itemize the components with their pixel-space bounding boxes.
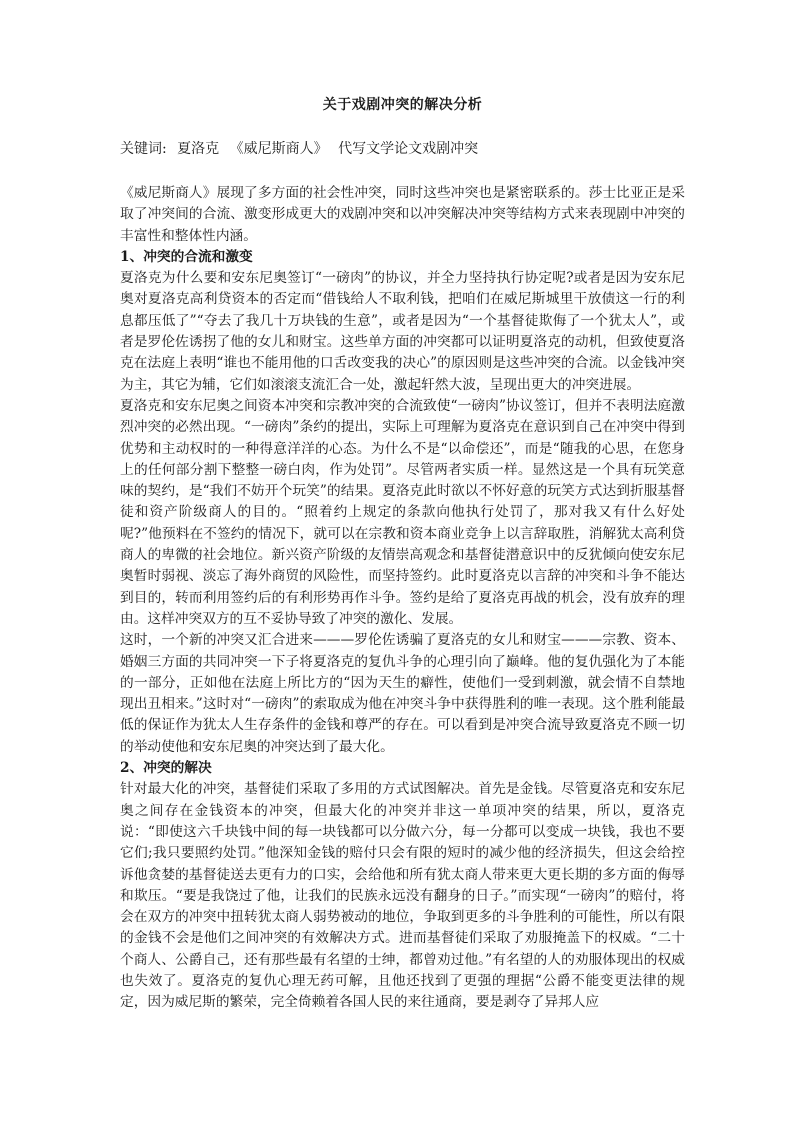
body-paragraph: 夏洛克和安东尼奥之间资本冲突和宗教冲突的合流致使“一磅肉”协议签订，但并不表明法庭激烈冲突的必然出现。“一磅肉”条约的提出，实际上可理解为夏洛克在意识到自己在冲突中得到优势和主动权时的一种得意洋洋的心态。为什么不是“以命偿还”，而是“随我的心思，在您身上的任何部分割下整整一磅白肉，作为处罚”。尽管两者实质一样。显然这是一个具有玩笑意味的契约，是“我们不妨开个玩笑”的结果。夏洛克此时欲以不怀好意的玩笑方式达到折服基督徒和资产阶级商人的目的。“照着约上规定的条款向他执行处罚了，那对我又有什么好处呢?”他预料在不签约的情况下，就可以在宗教和资本商业竞争上以言辞取胜，消解犹太高利贷商人的卑微的社会地位。新兴资产阶级的友情崇高观念和基督徒潜意识中的反犹倾向使安东尼奥暂时弱视、淡忘了海外商贸的风险性，而坚持签约。此时夏洛克以言辞的冲突和斗争不能达到目的，转而利用签约后的有利形势再作斗争。签约是给了夏洛克再战的机会，没有放弃的理由。这样冲突双方的互不妥协导致了冲突的激化、发展。 xyxy=(120,397,685,627)
keyword-item: 代写文学论文戏剧冲突 xyxy=(338,141,479,157)
body-paragraph: 夏洛克为什么要和安东尼奥签订“一磅肉”的协议，并全力坚持执行协定呢?或者是因为安东尼奥对夏洛克高利贷资本的否定而“借钱给人不取利钱，把咱们在威尼斯城里干放债这一行的利息都压低了”“夺去了我几十万块钱的生意”，或者是因为“一个基督徒欺侮了一个犹太人”，或者是罗伦佐诱拐了他的女儿和财宝。这些单方面的冲突都可以证明夏洛克的动机，但致使夏洛克在法庭上表明“谁也不能用他的口舌改变我的决心”的原因则是这些冲突的合流。以金钱冲突为主，其它为辅，它们如滚滚支流汇合一处，激起轩然大波，呈现出更大的冲突进展。 xyxy=(120,270,685,393)
body-paragraph: 这时，一个新的冲突又汇合进来———罗伦佐诱骗了夏洛克的女儿和财宝———宗教、资本、婚姻三方面的共同冲突一下子将夏洛克的复仇斗争的心理引向了巅峰。他的复仇强化为了本能的一部分，正如他在法庭上所比方的“因为天生的癖性，使他们一受到刺激，就会情不自禁地现出丑相来。”这时对“一磅肉”的索取成为他在冲突斗争中获得胜利的唯一表现。这个胜利能最低的保证作为犹太人生存条件的金钱和尊严的存在。可以看到是冲突合流导致夏洛克不顾一切的举动使他和安东尼奥的冲突达到了最大化。 xyxy=(120,632,685,755)
keywords-label: 关键词: xyxy=(120,141,167,157)
section-heading: 2、冲突的解决 xyxy=(120,760,212,777)
keyword-item: 夏洛克 xyxy=(177,141,220,157)
body-paragraph: 针对最大化的冲突，基督徒们采取了多用的方式试图解决。首先是金钱。尽管夏洛克和安东尼奥之间存在金钱资本的冲突，但最大化的冲突并非这一单项冲突的结果，所以，夏洛克说：“即使这六千块钱中间的每一块钱都可以分做六分，每一分都可以变成一块钱，我也不要它们;我只要照约处罚。”他深知金钱的赔付只会有限的短时的减少他的经济损失，但这会给控诉他贪婪的基督徒送去更有力的口实，会给他和所有犹太商人带来更大更长期的多方面的侮辱和欺压。“要是我饶过了他，让我们的民族永远没有翻身的日子。”而实现“一磅肉”的赔付，将会在双方的冲突中扭转犹太商人弱势被动的地位，争取到更多的斗争胜利的可能性，所以有限的金钱不会是他们之间冲突的有效解决方式。进而基督徒们采取了劝服掩盖下的权威。“二十个商人、公爵自己，还有那些最有名望的士绅，都曾劝过他。”有名望的人的劝服体现出的权威也失效了。夏洛克的复仇心理无药可解，且他还找到了更强的理据“公爵不能变更法律的规定，因为威尼斯的繁荣，完全倚赖着各国人民的来往通商，要是剥夺了异邦人应 xyxy=(120,781,685,1011)
keyword-item: 《威尼斯商人》 xyxy=(229,141,328,157)
section-heading: 1、冲突的合流和激变 xyxy=(120,248,253,265)
document-page xyxy=(120,95,685,1014)
intro-paragraph: 《威尼斯商人》展现了多方面的社会性冲突，同时这些冲突也是紧密联系的。莎士比亚正是采取了冲突间的合流、激变形成更大的戏剧冲突和以冲突解决冲突等结构方式来表现剧中冲突的丰富性和整体性内涵。 xyxy=(120,185,685,244)
keywords-line xyxy=(120,139,685,159)
document-title: 关于戏剧冲突的解决分析 xyxy=(322,97,483,113)
